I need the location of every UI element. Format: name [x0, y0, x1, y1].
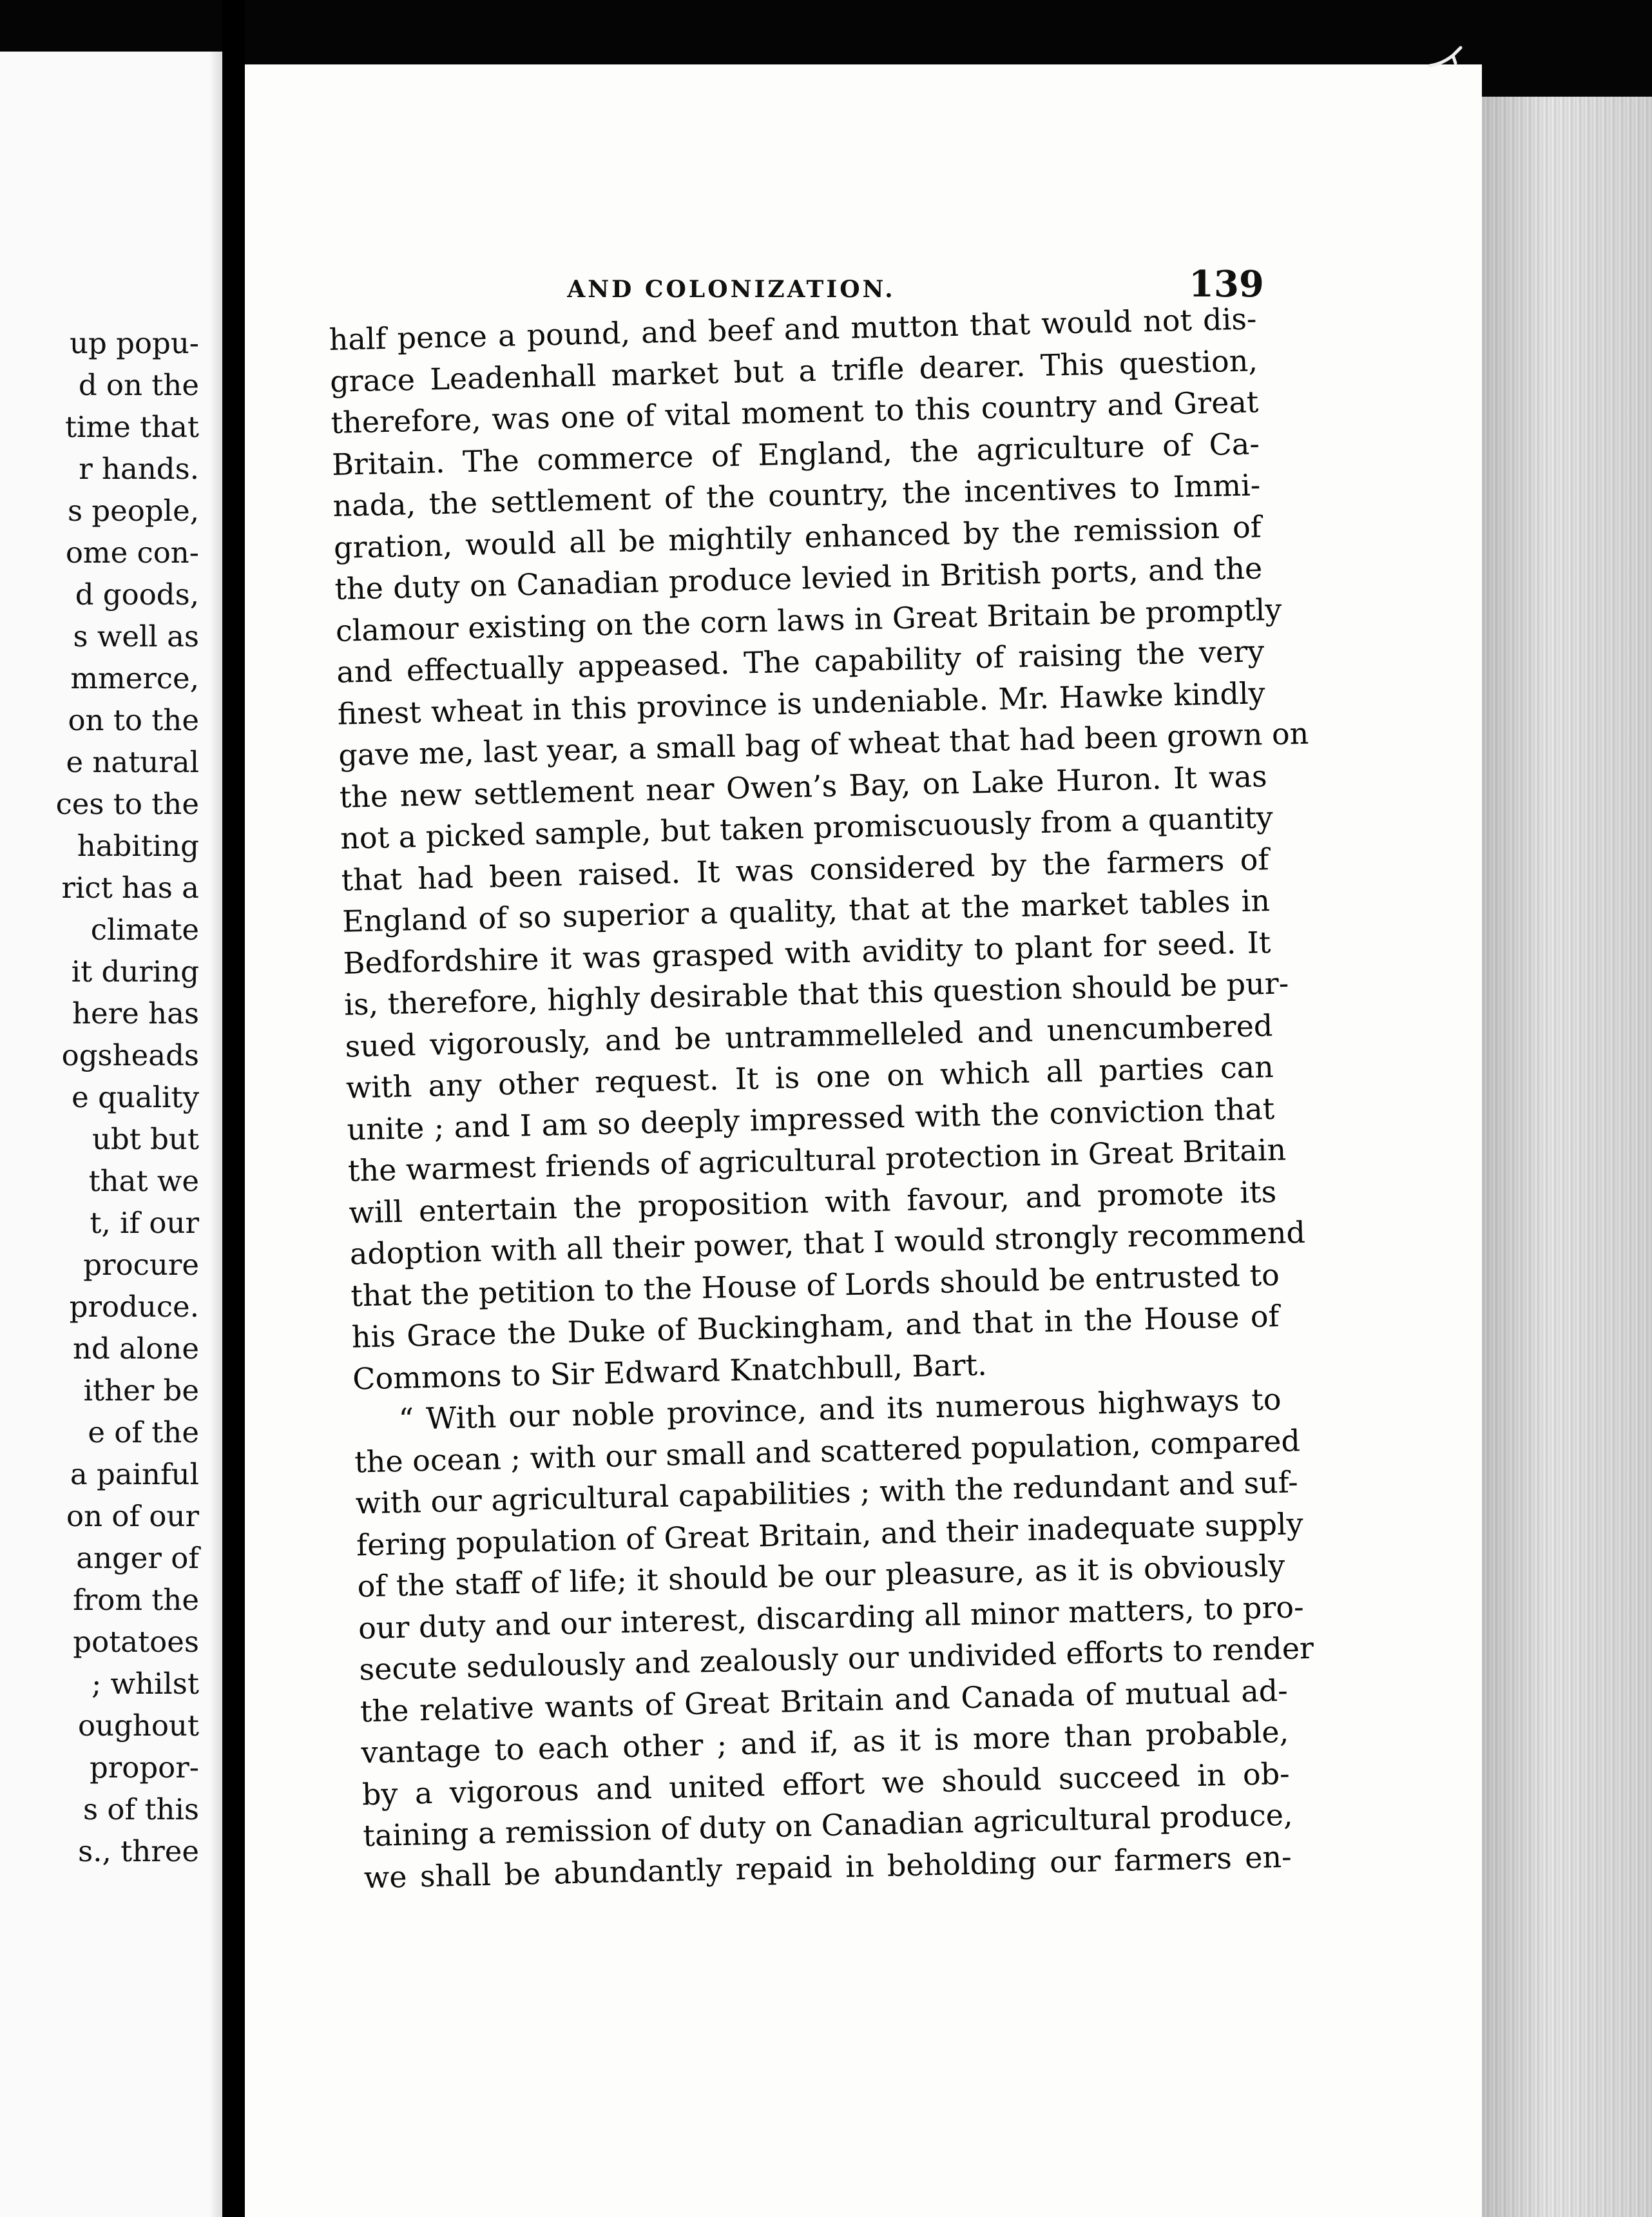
left-line: up popu-: [70, 326, 199, 360]
text-line: the relative wants of Great Britain and Canada of mutual ad-: [360, 1672, 1289, 1728]
text-line: sued vigorously, and be untrammelleled and unencumbered: [344, 1007, 1273, 1064]
left-line: r hands.: [79, 452, 199, 486]
book-gutter: [222, 0, 245, 2217]
left-line: a painful: [70, 1457, 199, 1491]
text-line: with any other request. It is one on which all parties can: [345, 1049, 1274, 1105]
left-line: on to the: [68, 703, 199, 737]
text-line: vantage to each other ; and if, as it is more than probable,: [360, 1714, 1289, 1770]
left-line: ; whilst: [91, 1667, 199, 1701]
text-line: by a vigorous and united effort we should succeed in ob-: [361, 1756, 1291, 1812]
page-number: 139: [1189, 263, 1264, 305]
page-body-text: [329, 298, 1314, 1898]
text-line: fering population of Great Britain, and their inadequate supply: [356, 1505, 1304, 1563]
left-facing-page: [0, 52, 222, 2217]
left-line: habiting: [77, 829, 199, 863]
left-line: nd alone: [72, 1331, 199, 1366]
left-line: it during: [71, 954, 199, 989]
left-line: potatoes: [73, 1625, 199, 1659]
text-line: the duty on Canadian produce levied in British ports, and the: [334, 550, 1263, 606]
left-line: t, if our: [90, 1206, 199, 1240]
text-line: Commons to Sir Edward Knatchbull, Bart.: [352, 1346, 988, 1397]
page-fore-edge: [1482, 97, 1652, 2217]
left-line: ces to the: [55, 787, 199, 821]
left-line: d on the: [78, 368, 199, 402]
left-line: e natural: [66, 745, 199, 779]
text-line: that had been raised. It was considered by the farmers of: [341, 841, 1269, 898]
text-line: secute sedulously and zealously our undivided efforts to render: [358, 1630, 1314, 1687]
left-line: s., three: [78, 1834, 199, 1868]
left-line: propor-: [89, 1750, 199, 1785]
left-line: s well as: [73, 619, 199, 653]
text-line: “ With our noble province, and its numerous highways to: [398, 1381, 1282, 1437]
left-line: mmerce,: [70, 661, 199, 695]
text-line: gration, would all be mightily enhanced by the remission of: [333, 508, 1262, 565]
left-line: e quality: [72, 1080, 199, 1114]
left-line: that we: [88, 1164, 199, 1198]
left-line: ither be: [83, 1373, 199, 1408]
text-line: of the staff of life; it should be our pleasure, as it is obviously: [357, 1547, 1285, 1604]
left-line: oughout: [77, 1709, 199, 1743]
text-line: the warmest friends of agricultural protection in Great Britain: [347, 1132, 1287, 1188]
text-line: will entertain the proposition with favour, and promote its: [348, 1174, 1277, 1230]
text-line: grace Leadenhall market but a trifle dearer. This question,: [329, 342, 1258, 399]
left-line: d goods,: [75, 577, 199, 612]
left-line: produce.: [69, 1290, 199, 1324]
text-line: Britain. The commerce of England, the agriculture of Ca-: [331, 425, 1260, 482]
text-line: Bedfordshire it was grasped with avidity to plant for seed. It: [343, 924, 1271, 981]
text-line: clamour existing on the corn laws in Great Britain be promptly: [335, 592, 1282, 648]
left-line: from the: [73, 1583, 199, 1617]
left-line: s people,: [67, 494, 199, 528]
left-line: ome con-: [65, 536, 199, 570]
left-line: procure: [83, 1248, 199, 1282]
left-line: ubt but: [91, 1122, 199, 1156]
left-line: here has: [72, 996, 199, 1031]
text-line: taining a remission of duty on Canadian agricultural produce,: [362, 1797, 1294, 1854]
left-line: anger of: [76, 1541, 199, 1575]
text-line: our duty and our interest, discarding all minor matters, to pro-: [358, 1589, 1305, 1645]
left-line: rict has a: [61, 871, 199, 905]
text-line: we shall be abundantly repaid in beholding our farmers en-: [363, 1839, 1292, 1895]
left-line: on of our: [66, 1499, 199, 1533]
left-page-text-fragments: [56, 322, 199, 1872]
text-line: is, therefore, highly desirable that this question should be pur-: [343, 965, 1289, 1022]
text-line: and effectually appeased. The capability of raising the very: [336, 634, 1265, 690]
left-line: ogsheads: [61, 1038, 199, 1072]
left-line: time that: [64, 410, 199, 444]
text-line: with our agricultural capabilities ; with the redundant and suf-: [355, 1464, 1299, 1521]
left-line: climate: [90, 913, 199, 947]
text-line: finest wheat in this province is undeniable. Mr. Hawke kindly: [337, 675, 1266, 731]
text-line: unite ; and I am so deeply impressed with the conviction that: [346, 1090, 1275, 1147]
left-line: e of the: [88, 1415, 199, 1449]
running-head-title: AND COLONIZATION.: [567, 276, 896, 303]
text-line: nada, the settlement of the country, the incentives to Immi-: [332, 467, 1261, 523]
text-line: the ocean ; with our small and scattered population, compared: [354, 1422, 1301, 1480]
text-line: therefore, was one of vital moment to this country and Great: [331, 384, 1259, 440]
text-line: half pence a pound, and beef and mutton that would not dis-: [329, 301, 1257, 357]
left-line: s of this: [83, 1792, 199, 1826]
text-line: his Grace the Duke of Buckingham, and that in the House of: [351, 1298, 1280, 1355]
text-line: the new settlement near Owen’s Bay, on Lake Huron. It was: [339, 758, 1268, 815]
text-line: adoption with all their power, that I would strongly recommend: [349, 1214, 1306, 1272]
text-line: gave me, last year, a small bag of wheat that had been grown on: [338, 715, 1309, 773]
text-line: England of so superior a quality, that at the market tables in: [341, 883, 1271, 939]
text-line: that the petition to the House of Lords should be entrusted to: [350, 1257, 1280, 1313]
left-page-gutter-shadow: [209, 52, 222, 2217]
text-line: not a picked sample, but taken promiscuously from a quantity: [340, 799, 1274, 856]
pen-mark-icon: [1427, 45, 1466, 71]
